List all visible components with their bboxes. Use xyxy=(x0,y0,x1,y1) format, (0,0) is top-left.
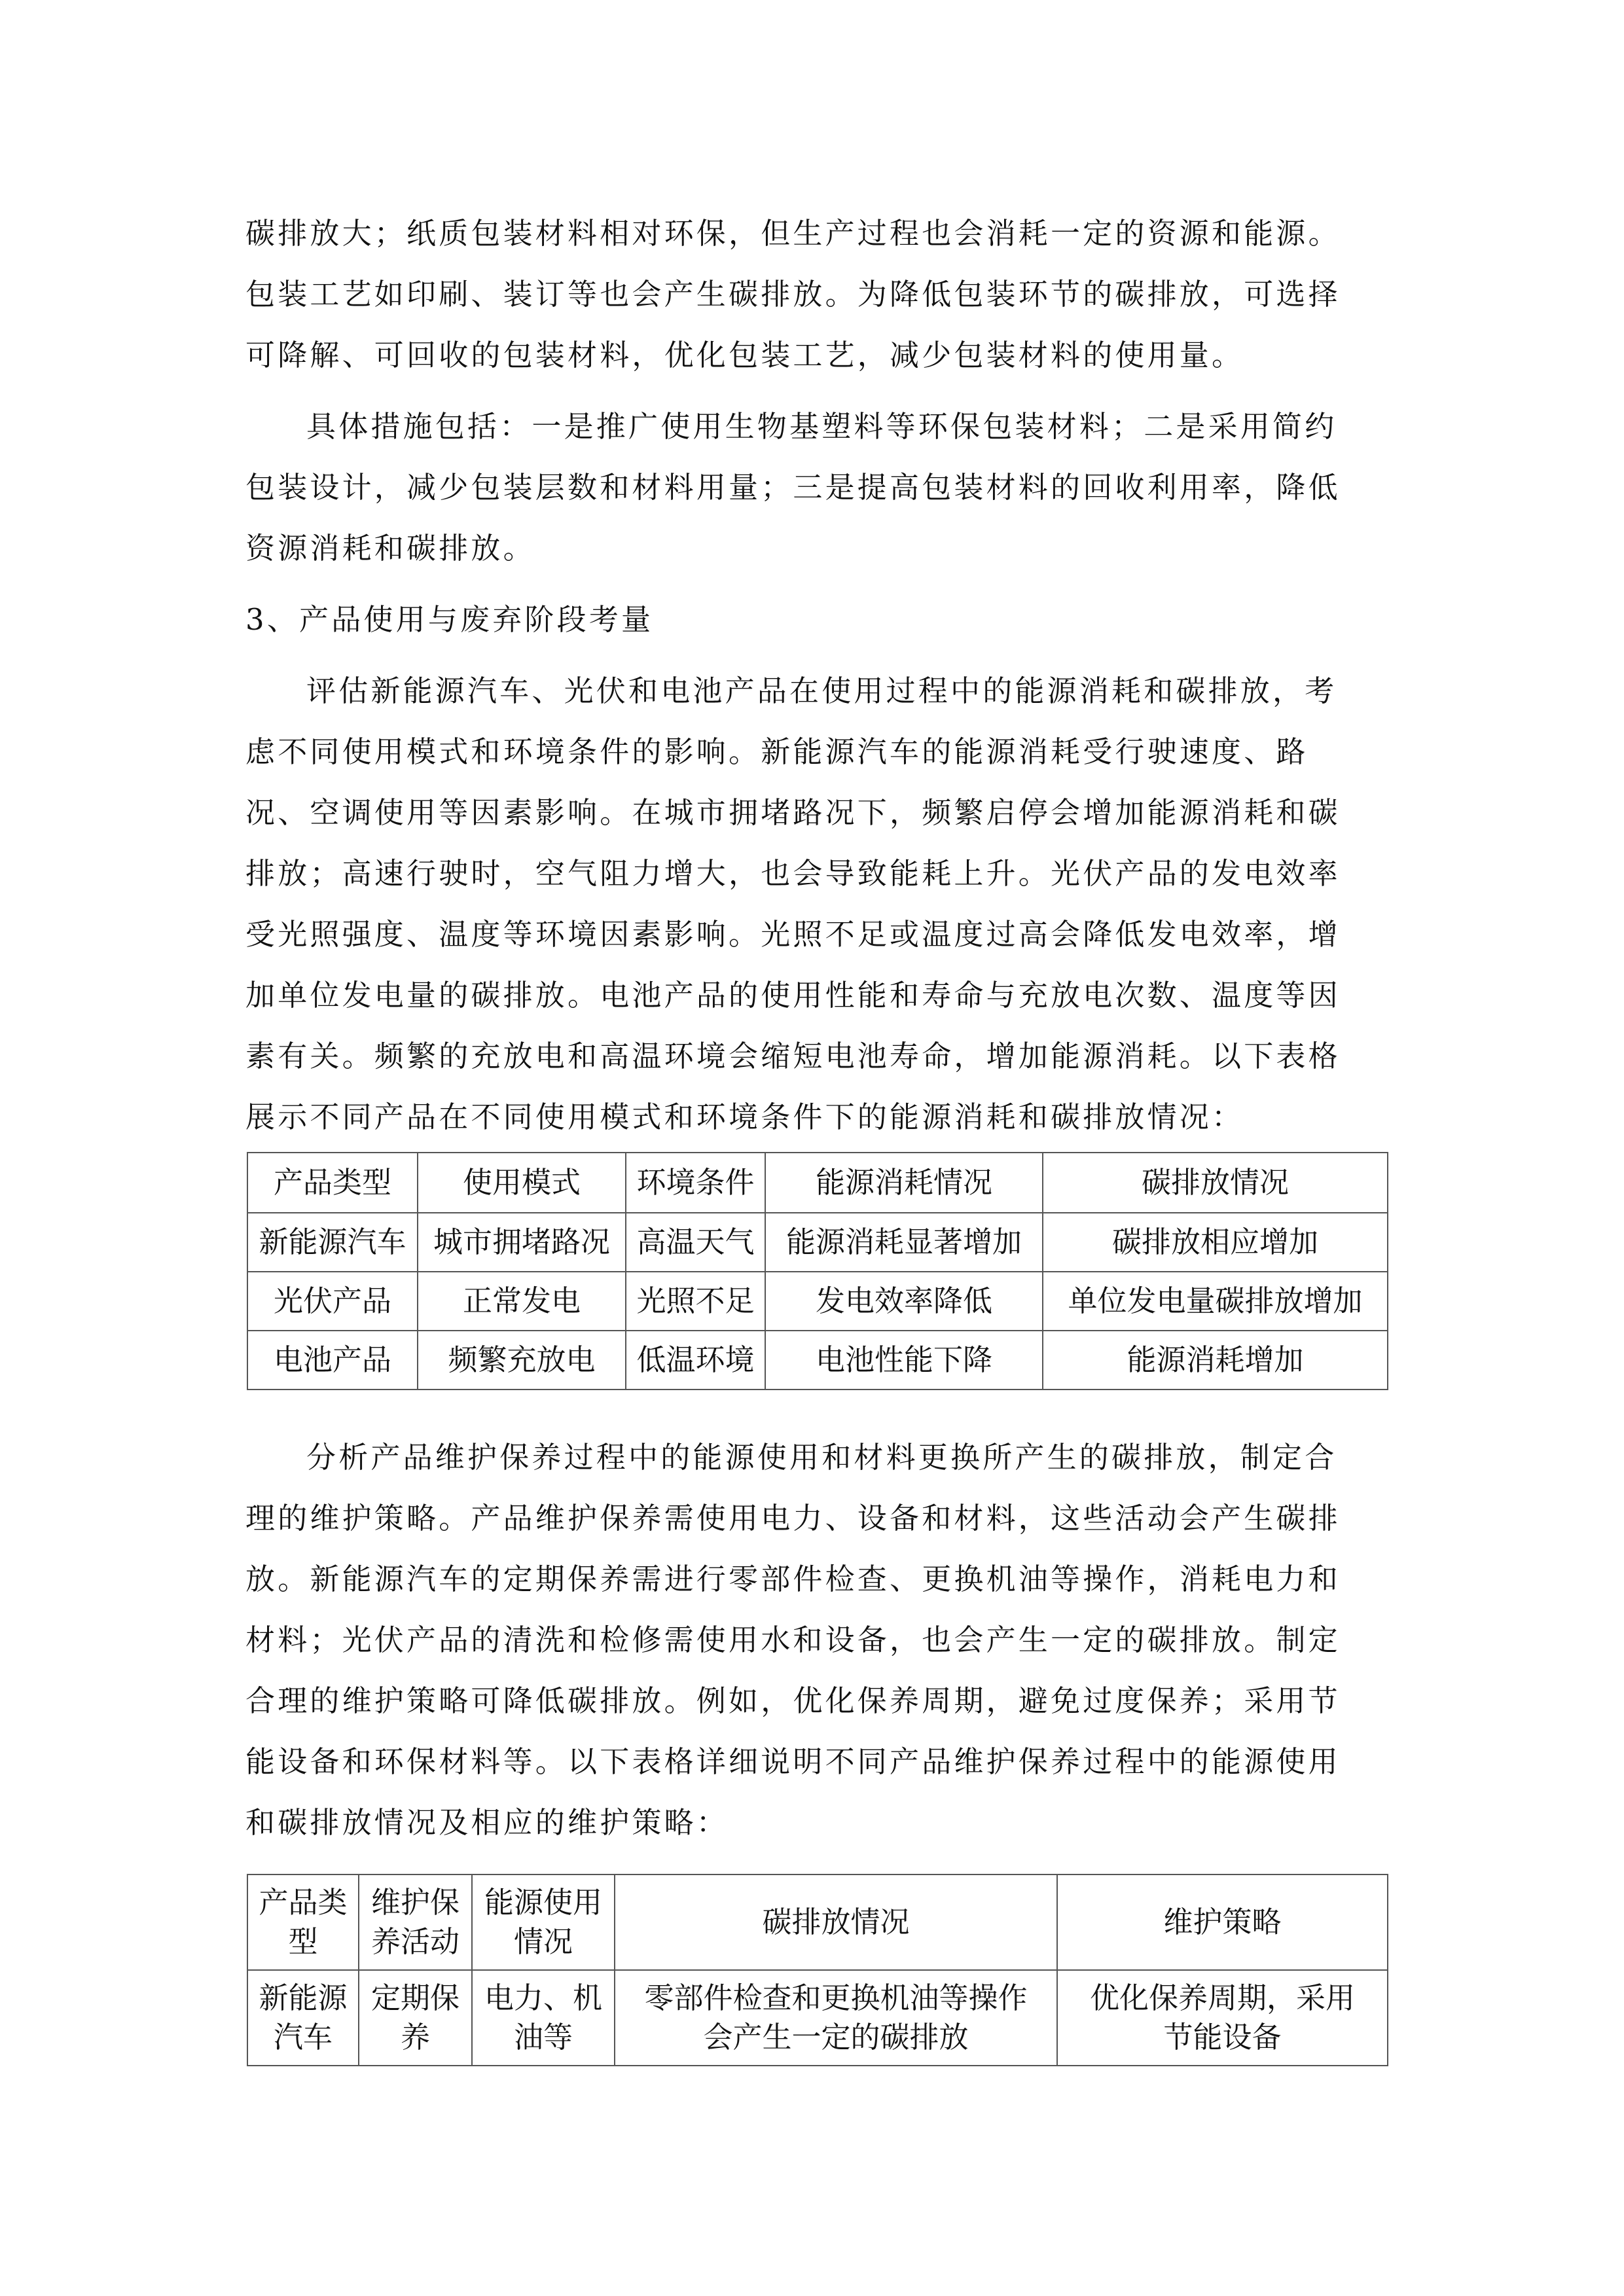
cell-text-line: 型 xyxy=(288,1924,318,1959)
paragraph-line: 理的维护策略。产品维护保养需使用电力、设备和材料，这些活动会产生碳排 xyxy=(245,1501,1341,1535)
table-cell: 发电效率降低 xyxy=(765,1272,1043,1331)
table-cell: 正常发电 xyxy=(418,1272,626,1331)
paragraph-line: 况、空调使用等因素影响。在城市拥堵路况下，频繁启停会增加能源消耗和碳 xyxy=(245,795,1341,830)
cell-text-line: 维护保 xyxy=(370,1885,460,1920)
table-cell: 频繁充放电 xyxy=(418,1331,626,1390)
cell-text-line: 零部件检查和更换机油等操作 xyxy=(644,1981,1028,2015)
cell-text-line: 情况 xyxy=(513,1924,573,1959)
table-row xyxy=(247,1331,1388,1390)
table-header-cell: 使用模式 xyxy=(418,1153,626,1213)
table-header-cell xyxy=(359,1874,472,1970)
table-cell: 城市拥堵路况 xyxy=(418,1213,626,1272)
paragraph-line: 素有关。频繁的充放电和高温环境会缩短电池寿命，增加能源消耗。以下表格 xyxy=(245,1039,1341,1073)
table-cell: 单位发电量碳排放增加 xyxy=(1043,1272,1388,1331)
table-header-row xyxy=(247,1874,1388,1970)
paragraph-line: 资源消耗和碳排放。 xyxy=(245,531,535,565)
section-heading: 3、产品使用与废弃阶段考量 xyxy=(245,602,654,637)
paragraph-line: 受光照强度、温度等环境因素影响。光照不足或温度过高会降低发电效率，增 xyxy=(245,917,1341,952)
paragraph-line: 碳排放大；纸质包装材料相对环保，但生产过程也会消耗一定的资源和能源。 xyxy=(245,216,1341,251)
cell-text-line: 优化保养周期，采用 xyxy=(1089,1981,1355,2015)
paragraph-line: 包装设计，减少包装层数和材料用量；三是提高包装材料的回收利用率，降低 xyxy=(245,470,1341,505)
paragraph-line: 能设备和环保材料等。以下表格详细说明不同产品维护保养过程中的能源使用 xyxy=(245,1744,1341,1779)
cell-text-line: 养 xyxy=(400,2020,430,2054)
table-header-cell xyxy=(1057,1874,1388,1970)
table-row xyxy=(247,1272,1388,1331)
paragraph-line: 具体措施包括：一是推广使用生物基塑料等环保包装材料；二是采用简约 xyxy=(306,409,1337,444)
paragraph-line: 排放；高速行驶时，空气阻力增大，也会导致能耗上升。光伏产品的发电效率 xyxy=(245,856,1341,891)
paragraph-line: 加单位发电量的碳排放。电池产品的使用性能和寿命与充放电次数、温度等因 xyxy=(245,978,1341,1013)
table-header-cell: 能源消耗情况 xyxy=(765,1153,1043,1213)
cell-text-line: 产品类 xyxy=(259,1885,348,1920)
table-cell xyxy=(615,1970,1057,2066)
paragraph-line: 包装工艺如印刷、装订等也会产生碳排放。为降低包装环节的碳排放，可选择 xyxy=(245,277,1341,312)
paragraph-line: 评估新能源汽车、光伏和电池产品在使用过程中的能源消耗和碳排放，考 xyxy=(306,673,1337,708)
cell-text-line: 能源使用 xyxy=(484,1885,602,1920)
cell-text-line: 电力、机 xyxy=(484,1981,602,2015)
table-cell xyxy=(1057,1970,1388,2066)
paragraph-line: 和碳排放情况及相应的维护策略： xyxy=(245,1805,729,1840)
table-cell xyxy=(247,1970,359,2066)
cell-text-line: 会产生一定的碳排放 xyxy=(703,2020,969,2054)
table-cell: 低温环境 xyxy=(626,1331,765,1390)
table-cell: 能源消耗显著增加 xyxy=(765,1213,1043,1272)
table-header-cell xyxy=(247,1874,359,1970)
paragraph-line: 展示不同产品在不同使用模式和环境条件下的能源消耗和碳排放情况： xyxy=(245,1100,1244,1134)
table-header-row xyxy=(247,1153,1388,1213)
cell-text-line: 维护策略 xyxy=(1163,1905,1282,1939)
cell-text-line: 碳排放情况 xyxy=(762,1905,910,1939)
table-cell: 光伏产品 xyxy=(247,1272,418,1331)
table-header-cell xyxy=(615,1874,1057,1970)
table-header-cell: 环境条件 xyxy=(626,1153,765,1213)
table-row xyxy=(247,1970,1388,2066)
cell-text-line: 新能源 xyxy=(259,1981,348,2015)
cell-text-line: 节能设备 xyxy=(1163,2020,1282,2054)
cell-text-line: 油等 xyxy=(513,2020,573,2054)
table-cell: 高温天气 xyxy=(626,1213,765,1272)
table-header-cell xyxy=(472,1874,615,1970)
table-header-cell: 碳排放情况 xyxy=(1043,1153,1388,1213)
table-cell: 能源消耗增加 xyxy=(1043,1331,1388,1390)
table-cell: 光照不足 xyxy=(626,1272,765,1331)
cell-text-line: 定期保 xyxy=(370,1981,460,2015)
table-cell: 电池产品 xyxy=(247,1331,418,1390)
table-cell xyxy=(472,1970,615,2066)
paragraph-line: 可降解、可回收的包装材料，优化包装工艺，减少包装材料的使用量。 xyxy=(245,338,1244,372)
cell-text-line: 养活动 xyxy=(370,1924,460,1959)
paragraph-line: 放。新能源汽车的定期保养需进行零部件检查、更换机油等操作，消耗电力和 xyxy=(245,1562,1341,1596)
usage-table xyxy=(247,1152,1388,1390)
table-cell: 碳排放相应增加 xyxy=(1043,1213,1388,1272)
table-cell xyxy=(359,1970,472,2066)
paragraph-line: 材料；光伏产品的清洗和检修需使用水和设备，也会产生一定的碳排放。制定 xyxy=(245,1623,1341,1657)
table-cell: 新能源汽车 xyxy=(247,1213,418,1272)
maintenance-table xyxy=(247,1874,1388,2066)
paragraph-line: 分析产品维护保养过程中的能源使用和材料更换所产生的碳排放，制定合 xyxy=(306,1440,1337,1475)
table-row xyxy=(247,1213,1388,1272)
cell-text-line: 汽车 xyxy=(273,2020,333,2054)
paragraph-line: 虑不同使用模式和环境条件的影响。新能源汽车的能源消耗受行驶速度、路 xyxy=(245,734,1308,769)
paragraph-line: 合理的维护策略可降低碳排放。例如，优化保养周期，避免过度保养；采用节 xyxy=(245,1683,1341,1718)
table-header-cell: 产品类型 xyxy=(247,1153,418,1213)
table-cell: 电池性能下降 xyxy=(765,1331,1043,1390)
